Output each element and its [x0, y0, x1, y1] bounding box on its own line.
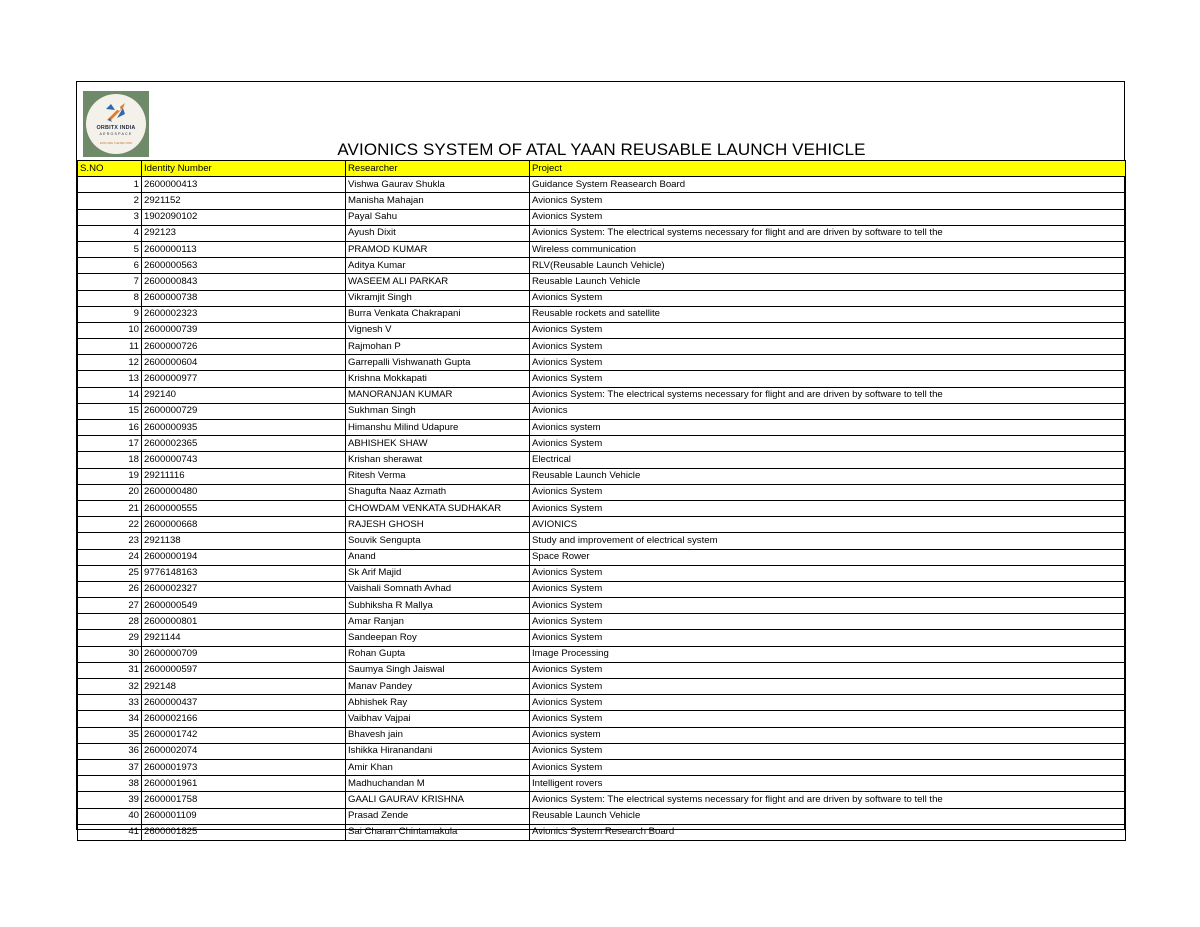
project-cell: Reusable Launch Vehicle [530, 468, 1126, 484]
header-identity-number: Identity Number [142, 161, 346, 177]
table-row [78, 711, 1126, 727]
table-row [78, 776, 1126, 792]
sheet-title: AVIONICS SYSTEM OF ATAL YAAN REUSABLE LAUNCH VEHICLE [337, 140, 866, 159]
sno-cell: 2 [78, 193, 142, 209]
table-row [78, 258, 1126, 274]
sno-cell: 9 [78, 306, 142, 322]
identity-number-cell: 2921138 [142, 533, 346, 549]
logo-tagline: EXPLORE THE BEYOND [99, 141, 133, 145]
table-body [78, 177, 1126, 841]
project-cell: AVIONICS [530, 517, 1126, 533]
sno-cell: 20 [78, 484, 142, 500]
sno-cell: 8 [78, 290, 142, 306]
table-row [78, 727, 1126, 743]
identity-number-cell: 2600000977 [142, 371, 346, 387]
researcher-cell: GAALI GAURAV KRISHNA [346, 792, 530, 808]
project-cell: Avionics System [530, 711, 1126, 727]
sno-cell: 29 [78, 630, 142, 646]
researcher-cell: Sukhman Singh [346, 403, 530, 419]
table-row [78, 387, 1126, 403]
identity-number-cell: 2600000843 [142, 274, 346, 290]
project-cell: Avionics System [530, 743, 1126, 759]
table-row [78, 322, 1126, 338]
table-row [78, 743, 1126, 759]
project-cell: Avionics system [530, 420, 1126, 436]
project-cell: Avionics System [530, 695, 1126, 711]
sno-cell: 21 [78, 500, 142, 516]
project-cell: Image Processing [530, 646, 1126, 662]
table-row [78, 241, 1126, 257]
project-cell: Avionics System [530, 565, 1126, 581]
project-cell: Avionics System [530, 339, 1126, 355]
identity-number-cell: 2600000729 [142, 403, 346, 419]
table-row [78, 517, 1126, 533]
project-cell: Avionics System [530, 371, 1126, 387]
researcher-cell: Vishwa Gaurav Shukla [346, 177, 530, 193]
identity-number-cell: 2600000113 [142, 241, 346, 257]
researcher-cell: Amar Ranjan [346, 614, 530, 630]
project-cell: Avionics System [530, 759, 1126, 775]
logo-subtitle: AEROSPACE [99, 132, 133, 136]
project-cell: Avionics System [530, 209, 1126, 225]
sno-cell: 7 [78, 274, 142, 290]
sno-cell: 24 [78, 549, 142, 565]
researcher-cell: Sai Charan Chintamakula [346, 824, 530, 840]
project-cell: Avionics System [530, 290, 1126, 306]
sno-cell: 17 [78, 436, 142, 452]
sno-cell: 5 [78, 241, 142, 257]
identity-number-cell: 2600000668 [142, 517, 346, 533]
table-row [78, 484, 1126, 500]
identity-number-cell: 2600000194 [142, 549, 346, 565]
table-row [78, 452, 1126, 468]
identity-number-cell: 292140 [142, 387, 346, 403]
sno-cell: 11 [78, 339, 142, 355]
table-row [78, 436, 1126, 452]
identity-number-cell: 2600000413 [142, 177, 346, 193]
table-row [78, 403, 1126, 419]
table-row [78, 290, 1126, 306]
researcher-cell: Aditya Kumar [346, 258, 530, 274]
sno-cell: 12 [78, 355, 142, 371]
table-row [78, 565, 1126, 581]
identity-number-cell: 2600002166 [142, 711, 346, 727]
researcher-cell: Saumya Singh Jaiswal [346, 662, 530, 678]
sno-cell: 41 [78, 824, 142, 840]
identity-number-cell: 1902090102 [142, 209, 346, 225]
identity-number-cell: 2600002327 [142, 581, 346, 597]
identity-number-cell: 2600001109 [142, 808, 346, 824]
sno-cell: 25 [78, 565, 142, 581]
project-cell: Avionics System [530, 193, 1126, 209]
identity-number-cell: 2600000555 [142, 500, 346, 516]
header-researcher: Researcher [346, 161, 530, 177]
sno-cell: 10 [78, 322, 142, 338]
sno-cell: 22 [78, 517, 142, 533]
table-row [78, 759, 1126, 775]
identity-number-cell: 292148 [142, 679, 346, 695]
table-row [78, 549, 1126, 565]
identity-number-cell: 2600000709 [142, 646, 346, 662]
project-cell: Reusable Launch Vehicle [530, 274, 1126, 290]
sno-cell: 26 [78, 581, 142, 597]
rocket-icon [103, 100, 129, 124]
project-cell: Reusable rockets and satellite [530, 306, 1126, 322]
researcher-cell: Ishikka Hiranandani [346, 743, 530, 759]
sno-cell: 36 [78, 743, 142, 759]
identity-number-cell: 2600001961 [142, 776, 346, 792]
sno-cell: 33 [78, 695, 142, 711]
project-cell: Avionics System Research Board [530, 824, 1126, 840]
sno-cell: 32 [78, 679, 142, 695]
project-cell: Avionics System: The electrical systems necessary for flight and are driven by software to tell the [530, 225, 1126, 241]
project-cell: Intelligent rovers [530, 776, 1126, 792]
researcher-cell: Krishna Mokkapati [346, 371, 530, 387]
researcher-cell: Subhiksha R Mallya [346, 598, 530, 614]
identity-number-cell: 2600000480 [142, 484, 346, 500]
identity-number-cell: 2600000738 [142, 290, 346, 306]
researcher-cell: MANORANJAN KUMAR [346, 387, 530, 403]
researcher-cell: Abhishek Ray [346, 695, 530, 711]
sno-cell: 40 [78, 808, 142, 824]
table-row [78, 630, 1126, 646]
project-cell: Electrical [530, 452, 1126, 468]
project-cell: Avionics System [530, 598, 1126, 614]
researcher-cell: Krishan sherawat [346, 452, 530, 468]
researcher-cell: Payal Sahu [346, 209, 530, 225]
sno-cell: 39 [78, 792, 142, 808]
identity-number-cell: 292123 [142, 225, 346, 241]
table-row [78, 371, 1126, 387]
table-row [78, 824, 1126, 840]
project-cell: Guidance System Reasearch Board [530, 177, 1126, 193]
researcher-cell: Anand [346, 549, 530, 565]
sno-cell: 28 [78, 614, 142, 630]
researcher-cell: CHOWDAM VENKATA SUDHAKAR [346, 500, 530, 516]
project-cell: Avionics System [530, 630, 1126, 646]
sno-cell: 34 [78, 711, 142, 727]
table-row [78, 646, 1126, 662]
researcher-cell: Garrepalli Vishwanath Gupta [346, 355, 530, 371]
sno-cell: 3 [78, 209, 142, 225]
researcher-cell: Ritesh Verma [346, 468, 530, 484]
table-row [78, 679, 1126, 695]
project-cell: Avionics System [530, 679, 1126, 695]
identity-number-cell: 2600001825 [142, 824, 346, 840]
table-row [78, 209, 1126, 225]
researcher-cell: Sk Arif Majid [346, 565, 530, 581]
researcher-cell: Bhavesh jain [346, 727, 530, 743]
researcher-cell: Prasad Zende [346, 808, 530, 824]
identity-number-cell: 2600000935 [142, 420, 346, 436]
researcher-cell: Vaishali Somnath Avhad [346, 581, 530, 597]
identity-number-cell: 2600000437 [142, 695, 346, 711]
table-row [78, 306, 1126, 322]
researcher-cell: Ayush Dixit [346, 225, 530, 241]
identity-number-cell: 2600000739 [142, 322, 346, 338]
identity-number-cell: 29211116 [142, 468, 346, 484]
table-row [78, 355, 1126, 371]
project-cell: Avionics System [530, 322, 1126, 338]
researcher-cell: Sandeepan Roy [346, 630, 530, 646]
researcher-cell: Himanshu Milind Udapure [346, 420, 530, 436]
spreadsheet-page [76, 81, 1125, 838]
sno-cell: 37 [78, 759, 142, 775]
project-cell: Avionics System: The electrical systems necessary for flight and are driven by software to tell the [530, 387, 1126, 403]
identity-number-cell: 2600000597 [142, 662, 346, 678]
project-cell: Avionics System [530, 662, 1126, 678]
researcher-cell: ABHISHEK SHAW [346, 436, 530, 452]
sno-cell: 14 [78, 387, 142, 403]
table-row [78, 533, 1126, 549]
researcher-cell: Rajmohan P [346, 339, 530, 355]
project-cell: Avionics [530, 403, 1126, 419]
sno-cell: 6 [78, 258, 142, 274]
project-cell: Reusable Launch Vehicle [530, 808, 1126, 824]
sno-cell: 30 [78, 646, 142, 662]
header-sno: S.NO [78, 161, 142, 177]
table-row [78, 225, 1126, 241]
identity-number-cell: 2921144 [142, 630, 346, 646]
table-row [78, 662, 1126, 678]
table-row [78, 193, 1126, 209]
identity-number-cell: 2600000801 [142, 614, 346, 630]
table-row [78, 339, 1126, 355]
researcher-cell: Manisha Mahajan [346, 193, 530, 209]
table-row [78, 177, 1126, 193]
identity-number-cell: 2600000549 [142, 598, 346, 614]
sno-cell: 23 [78, 533, 142, 549]
researcher-cell: WASEEM ALI PARKAR [346, 274, 530, 290]
header-row [78, 161, 1126, 177]
identity-number-cell: 2600002323 [142, 306, 346, 322]
table-row [78, 614, 1126, 630]
table-row [78, 274, 1126, 290]
identity-number-cell: 2600002074 [142, 743, 346, 759]
table-row [78, 581, 1126, 597]
project-cell: Avionics system [530, 727, 1126, 743]
sno-cell: 4 [78, 225, 142, 241]
project-cell: Wireless communication [530, 241, 1126, 257]
sno-cell: 16 [78, 420, 142, 436]
researcher-cell: Manav Pandey [346, 679, 530, 695]
project-cell: Avionics System: The electrical systems necessary for flight and are driven by software to tell the [530, 792, 1126, 808]
project-cell: Avionics System [530, 484, 1126, 500]
sno-cell: 38 [78, 776, 142, 792]
identity-number-cell: 9776148163 [142, 565, 346, 581]
researcher-cell: Rohan Gupta [346, 646, 530, 662]
project-cell: Space Rower [530, 549, 1126, 565]
identity-number-cell: 2600001973 [142, 759, 346, 775]
sno-cell: 19 [78, 468, 142, 484]
researcher-cell: Vikramjit Singh [346, 290, 530, 306]
table-row [78, 695, 1126, 711]
sno-cell: 1 [78, 177, 142, 193]
sno-cell: 13 [78, 371, 142, 387]
header-project: Project [530, 161, 1126, 177]
table-row [78, 500, 1126, 516]
sno-cell: 18 [78, 452, 142, 468]
identity-number-cell: 2600000563 [142, 258, 346, 274]
identity-number-cell: 2600000726 [142, 339, 346, 355]
researcher-cell: Vaibhav Vajpai [346, 711, 530, 727]
project-cell: Avionics System [530, 614, 1126, 630]
researcher-cell: Burra Venkata Chakrapani [346, 306, 530, 322]
logo-name: ORBITX INDIA [96, 125, 136, 131]
researcher-cell: RAJESH GHOSH [346, 517, 530, 533]
researcher-cell: Amir Khan [346, 759, 530, 775]
sno-cell: 27 [78, 598, 142, 614]
table-row [78, 468, 1126, 484]
sno-cell: 15 [78, 403, 142, 419]
identity-number-cell: 2600000604 [142, 355, 346, 371]
identity-number-cell: 2600000743 [142, 452, 346, 468]
identity-number-cell: 2600001758 [142, 792, 346, 808]
researcher-cell: Vignesh V [346, 322, 530, 338]
project-cell: Avionics System [530, 500, 1126, 516]
project-cell: Study and improvement of electrical system [530, 533, 1126, 549]
researcher-cell: Souvik Sengupta [346, 533, 530, 549]
table-row [78, 808, 1126, 824]
project-cell: Avionics System [530, 355, 1126, 371]
project-cell: Avionics System [530, 436, 1126, 452]
researcher-cell: PRAMOD KUMAR [346, 241, 530, 257]
identity-number-cell: 2600002365 [142, 436, 346, 452]
researcher-table [77, 160, 1126, 841]
researcher-cell: Shagufta Naaz Azmath [346, 484, 530, 500]
identity-number-cell: 2921152 [142, 193, 346, 209]
project-cell: RLV(Reusable Launch Vehicle) [530, 258, 1126, 274]
sno-cell: 31 [78, 662, 142, 678]
project-cell: Avionics System [530, 581, 1126, 597]
table-row [78, 598, 1126, 614]
sno-cell: 35 [78, 727, 142, 743]
table-row [78, 420, 1126, 436]
researcher-cell: Madhuchandan M [346, 776, 530, 792]
identity-number-cell: 2600001742 [142, 727, 346, 743]
table-row [78, 792, 1126, 808]
